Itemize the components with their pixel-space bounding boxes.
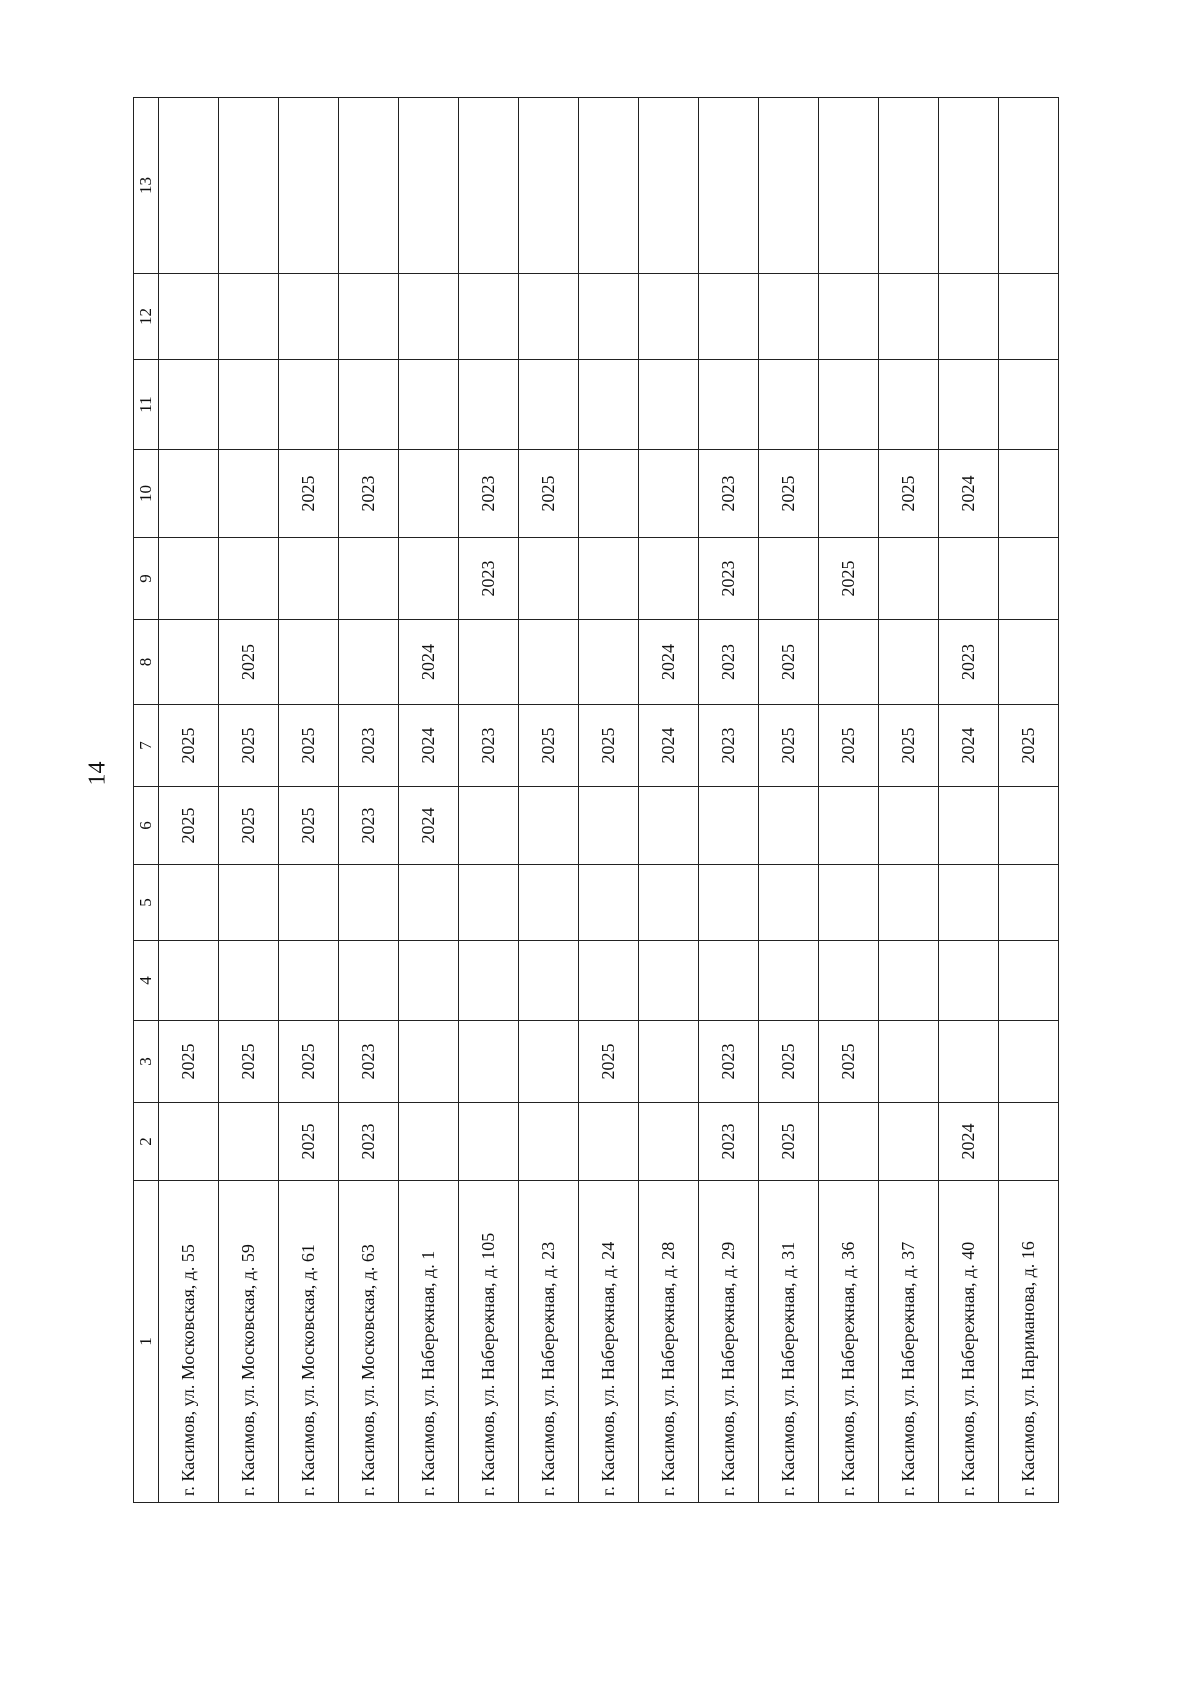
year-cell: 2023 (699, 538, 759, 620)
address-cell: г. Касимов, ул. Набережная, д. 1 (399, 1181, 459, 1503)
year-cell (579, 865, 639, 941)
year-cell (159, 1103, 219, 1181)
year-cell (819, 274, 879, 360)
year-cell (699, 941, 759, 1021)
year-cell (519, 620, 579, 705)
year-cell (579, 538, 639, 620)
year-cell: 2023 (699, 705, 759, 787)
year-cell: 2024 (399, 787, 459, 865)
year-cell (699, 360, 759, 450)
year-cell (459, 98, 519, 274)
year-cell (159, 450, 219, 538)
column-header-13: 13 (134, 98, 159, 274)
year-cell (159, 620, 219, 705)
year-cell (519, 1103, 579, 1181)
schedule-table (133, 97, 1059, 1503)
year-cell (279, 360, 339, 450)
year-cell (219, 98, 279, 274)
year-cell: 2025 (819, 705, 879, 787)
year-cell (399, 1103, 459, 1181)
address-cell: г. Касимов, ул. Набережная, д. 24 (579, 1181, 639, 1503)
year-cell (759, 360, 819, 450)
year-cell (399, 865, 459, 941)
year-cell: 2025 (879, 705, 939, 787)
year-cell: 2025 (759, 1103, 819, 1181)
year-cell: 2025 (159, 705, 219, 787)
year-cell (939, 1021, 999, 1103)
year-cell: 2025 (519, 450, 579, 538)
year-cell (399, 941, 459, 1021)
year-cell: 2025 (759, 620, 819, 705)
year-cell: 2025 (159, 1021, 219, 1103)
year-cell (459, 620, 519, 705)
year-cell (579, 98, 639, 274)
year-cell (219, 941, 279, 1021)
year-cell: 2025 (219, 1021, 279, 1103)
year-cell (879, 274, 939, 360)
year-cell (159, 538, 219, 620)
year-cell: 2023 (459, 538, 519, 620)
year-cell (399, 538, 459, 620)
year-cell (759, 538, 819, 620)
year-cell (279, 274, 339, 360)
year-cell (999, 865, 1059, 941)
table-row (459, 98, 519, 1503)
year-cell (639, 98, 699, 274)
year-cell (999, 1021, 1059, 1103)
table-row (159, 98, 219, 1503)
year-cell (879, 787, 939, 865)
table-row (879, 98, 939, 1503)
year-cell: 2025 (759, 1021, 819, 1103)
column-header-6: 6 (134, 787, 159, 865)
year-cell: 2023 (459, 705, 519, 787)
year-cell (579, 787, 639, 865)
year-cell: 2023 (339, 705, 399, 787)
year-cell (399, 1021, 459, 1103)
year-cell (339, 941, 399, 1021)
year-cell (819, 360, 879, 450)
year-cell (759, 941, 819, 1021)
year-cell (999, 538, 1059, 620)
year-cell (939, 274, 999, 360)
year-cell: 2024 (399, 620, 459, 705)
year-cell: 2024 (639, 705, 699, 787)
year-cell: 2025 (519, 705, 579, 787)
year-cell (879, 360, 939, 450)
year-cell (879, 620, 939, 705)
year-cell (399, 274, 459, 360)
year-cell (579, 1103, 639, 1181)
table-body (159, 98, 1059, 1503)
column-header-12: 12 (134, 274, 159, 360)
year-cell (519, 941, 579, 1021)
column-header-7: 7 (134, 705, 159, 787)
year-cell (939, 360, 999, 450)
year-cell: 2025 (579, 705, 639, 787)
address-cell: г. Касимов, ул. Набережная, д. 31 (759, 1181, 819, 1503)
table-row (699, 98, 759, 1503)
year-cell: 2025 (999, 705, 1059, 787)
year-cell: 2024 (399, 705, 459, 787)
year-cell (639, 1021, 699, 1103)
year-cell (399, 98, 459, 274)
year-cell: 2025 (819, 1021, 879, 1103)
year-cell: 2023 (699, 450, 759, 538)
year-cell (519, 98, 579, 274)
year-cell (699, 865, 759, 941)
table-row (759, 98, 819, 1503)
table-row (279, 98, 339, 1503)
rotated-table-container (133, 98, 1041, 1503)
year-cell (879, 865, 939, 941)
year-cell: 2024 (939, 1103, 999, 1181)
year-cell (519, 787, 579, 865)
year-cell (819, 787, 879, 865)
year-cell (279, 538, 339, 620)
year-cell: 2024 (939, 450, 999, 538)
column-header-8: 8 (134, 620, 159, 705)
table-row (579, 98, 639, 1503)
year-cell (759, 274, 819, 360)
address-cell: г. Касимов, ул. Набережная, д. 29 (699, 1181, 759, 1503)
year-cell (639, 360, 699, 450)
column-header-10: 10 (134, 450, 159, 538)
year-cell (939, 98, 999, 274)
year-cell: 2023 (699, 620, 759, 705)
column-header-4: 4 (134, 941, 159, 1021)
year-cell (999, 787, 1059, 865)
header-row (134, 98, 159, 1503)
year-cell: 2025 (759, 450, 819, 538)
year-cell: 2025 (219, 620, 279, 705)
year-cell (879, 1103, 939, 1181)
year-cell: 2025 (279, 705, 339, 787)
year-cell (819, 98, 879, 274)
year-cell: 2023 (939, 620, 999, 705)
year-cell (759, 98, 819, 274)
year-cell (819, 865, 879, 941)
year-cell: 2025 (759, 705, 819, 787)
year-cell (639, 1103, 699, 1181)
year-cell (999, 274, 1059, 360)
year-cell: 2023 (699, 1103, 759, 1181)
year-cell (999, 941, 1059, 1021)
year-cell (819, 620, 879, 705)
year-cell (939, 787, 999, 865)
year-cell (699, 98, 759, 274)
year-cell (219, 538, 279, 620)
year-cell (579, 941, 639, 1021)
column-header-11: 11 (134, 360, 159, 450)
address-cell: г. Касимов, ул. Набережная, д. 105 (459, 1181, 519, 1503)
year-cell (939, 865, 999, 941)
year-cell (339, 360, 399, 450)
year-cell (579, 360, 639, 450)
year-cell (999, 620, 1059, 705)
year-cell (219, 865, 279, 941)
year-cell: 2025 (219, 787, 279, 865)
address-cell: г. Касимов, ул. Набережная, д. 28 (639, 1181, 699, 1503)
year-cell (699, 787, 759, 865)
column-header-3: 3 (134, 1021, 159, 1103)
year-cell (579, 274, 639, 360)
year-cell (939, 941, 999, 1021)
year-cell (879, 941, 939, 1021)
year-cell (879, 1021, 939, 1103)
year-cell (339, 865, 399, 941)
year-cell: 2023 (339, 1021, 399, 1103)
year-cell (399, 450, 459, 538)
year-cell (519, 274, 579, 360)
year-cell (279, 865, 339, 941)
year-cell (639, 941, 699, 1021)
table-row (339, 98, 399, 1503)
year-cell (339, 620, 399, 705)
year-cell (639, 865, 699, 941)
year-cell (339, 98, 399, 274)
year-cell (819, 941, 879, 1021)
table-row (819, 98, 879, 1503)
year-cell (519, 360, 579, 450)
year-cell (399, 360, 459, 450)
table-row (639, 98, 699, 1503)
address-cell: г. Касимов, ул. Московская, д. 63 (339, 1181, 399, 1503)
year-cell (819, 1103, 879, 1181)
table-row (939, 98, 999, 1503)
year-cell (879, 98, 939, 274)
year-cell (219, 1103, 279, 1181)
year-cell (639, 274, 699, 360)
address-cell: г. Касимов, ул. Набережная, д. 36 (819, 1181, 879, 1503)
address-cell: г. Касимов, ул. Набережная, д. 37 (879, 1181, 939, 1503)
column-header-9: 9 (134, 538, 159, 620)
year-cell (159, 98, 219, 274)
page-number: 14 (84, 761, 111, 786)
year-cell: 2025 (579, 1021, 639, 1103)
table-row (399, 98, 459, 1503)
year-cell (339, 538, 399, 620)
year-cell: 2023 (699, 1021, 759, 1103)
year-cell (159, 941, 219, 1021)
year-cell (279, 98, 339, 274)
year-cell: 2024 (939, 705, 999, 787)
address-cell: г. Касимов, ул. Набережная, д. 23 (519, 1181, 579, 1503)
year-cell (999, 360, 1059, 450)
year-cell (519, 1021, 579, 1103)
year-cell (279, 941, 339, 1021)
year-cell (759, 865, 819, 941)
table-row (519, 98, 579, 1503)
address-cell: г. Касимов, ул. Московская, д. 61 (279, 1181, 339, 1503)
address-cell: г. Касимов, ул. Московская, д. 59 (219, 1181, 279, 1503)
year-cell (939, 538, 999, 620)
year-cell: 2025 (219, 705, 279, 787)
year-cell: 2023 (339, 1103, 399, 1181)
table-row (219, 98, 279, 1503)
year-cell (459, 1021, 519, 1103)
year-cell (519, 538, 579, 620)
year-cell (759, 787, 819, 865)
year-cell: 2023 (339, 787, 399, 865)
column-header-5: 5 (134, 865, 159, 941)
year-cell: 2025 (159, 787, 219, 865)
year-cell: 2023 (339, 450, 399, 538)
column-header-2: 2 (134, 1103, 159, 1181)
year-cell (459, 865, 519, 941)
year-cell (219, 450, 279, 538)
year-cell (459, 274, 519, 360)
year-cell (579, 620, 639, 705)
year-cell (219, 360, 279, 450)
year-cell (879, 538, 939, 620)
year-cell (999, 98, 1059, 274)
year-cell (519, 865, 579, 941)
year-cell (639, 538, 699, 620)
year-cell: 2024 (639, 620, 699, 705)
year-cell: 2025 (819, 538, 879, 620)
year-cell (819, 450, 879, 538)
year-cell: 2025 (279, 450, 339, 538)
year-cell (639, 787, 699, 865)
year-cell: 2025 (279, 1021, 339, 1103)
year-cell (639, 450, 699, 538)
year-cell (159, 865, 219, 941)
address-cell: г. Касимов, ул. Нариманова, д. 16 (999, 1181, 1059, 1503)
year-cell (159, 360, 219, 450)
address-cell: г. Касимов, ул. Набережная, д. 40 (939, 1181, 999, 1503)
year-cell (699, 274, 759, 360)
year-cell (459, 1103, 519, 1181)
address-cell: г. Касимов, ул. Московская, д. 55 (159, 1181, 219, 1503)
year-cell: 2025 (279, 787, 339, 865)
table-row (999, 98, 1059, 1503)
year-cell (459, 787, 519, 865)
year-cell (279, 620, 339, 705)
year-cell (159, 274, 219, 360)
year-cell (999, 450, 1059, 538)
column-header-1: 1 (134, 1181, 159, 1503)
year-cell (579, 450, 639, 538)
year-cell (459, 941, 519, 1021)
year-cell (219, 274, 279, 360)
year-cell (999, 1103, 1059, 1181)
year-cell: 2023 (459, 450, 519, 538)
year-cell (459, 360, 519, 450)
year-cell: 2025 (879, 450, 939, 538)
year-cell: 2025 (279, 1103, 339, 1181)
year-cell (339, 274, 399, 360)
